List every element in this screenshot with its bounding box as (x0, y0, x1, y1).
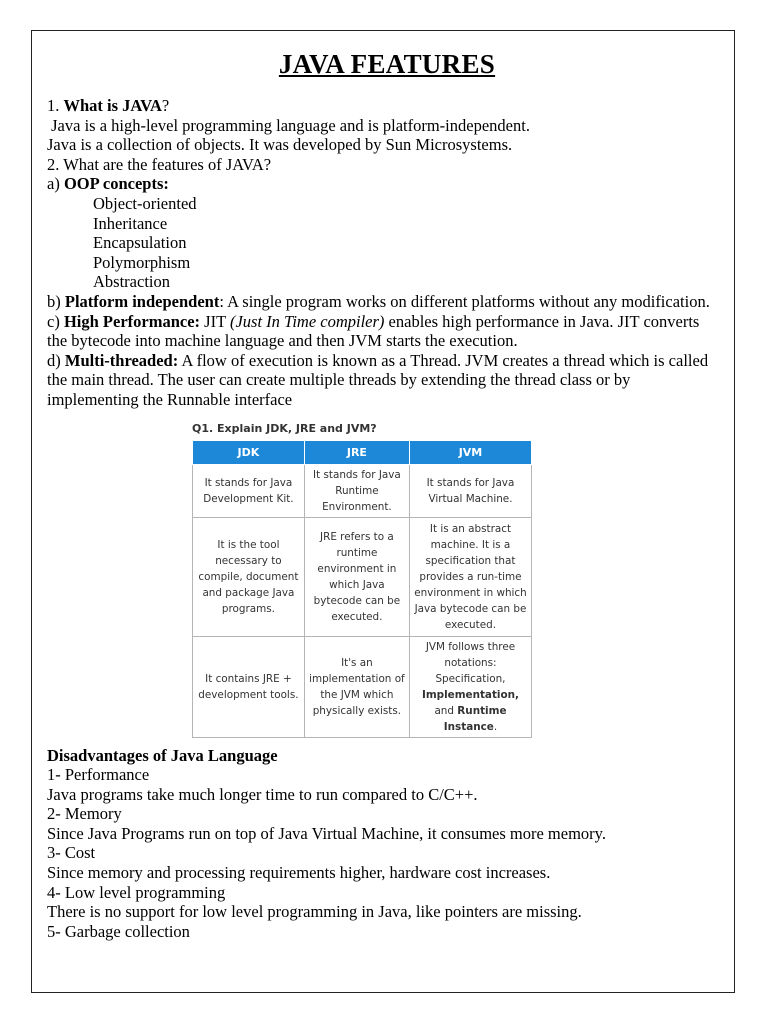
jit-italic: (Just In Time compiler) (229, 311, 385, 331)
oop-item: Polymorphism (93, 252, 191, 272)
multithread-text: A flow of execution is known as a Thread. JVM creates a thread which is called the main thread. The user can create multiple threads by extending the thread class or by implementing the Runnable interface (47, 350, 709, 409)
table-cell: It is an abstract machine. It is a specification that provides a run-time environment in which Java bytecode can be executed. (409, 517, 531, 636)
table-cell: It stands for Java Virtual Machine. (409, 464, 531, 517)
multithread-bold: Multi-threaded: (64, 350, 179, 370)
multi-threaded-feature (47, 351, 715, 410)
table-row (193, 636, 532, 737)
table-row (193, 464, 532, 517)
jdk-jre-jvm-table (192, 440, 532, 738)
table-question: Q1. Explain JDK, JRE and JVM? (192, 421, 377, 435)
disadvantage-line: 1- Performance (47, 765, 150, 785)
disadvantage-line: Since memory and processing requirements higher, hardware cost increases. (47, 863, 551, 883)
question-2: 2. What are the features of JAVA? (47, 154, 272, 174)
disadvantage-line: Java programs take much longer time to run compared to C/C++. (47, 784, 478, 804)
table-cell: It contains JRE + development tools. (193, 636, 305, 737)
document-body (47, 40, 727, 941)
oop-item: Object-oriented (93, 193, 197, 213)
oop-item: Encapsulation (93, 233, 187, 253)
jvm-notations-and: and (434, 704, 458, 717)
question-1 (47, 96, 727, 116)
performance-prefix: c) (47, 311, 64, 331)
q1-mark: ? (161, 96, 170, 115)
header-jre: JRE (304, 440, 409, 464)
disadvantage-line: 5- Garbage collection (47, 921, 190, 941)
page-title: JAVA FEATURES (278, 49, 496, 79)
jvm-implementation-bold: Implementation, (421, 688, 519, 701)
q1-number: 1. (47, 96, 64, 115)
oop-bold: OOP concepts: (63, 174, 169, 194)
high-performance-feature (47, 312, 715, 351)
table-cell: It is the tool necessary to compile, document and package Java programs. (193, 517, 305, 636)
platform-text: : A single program works on different platforms without any modification. (219, 291, 710, 311)
oop-heading (47, 174, 727, 194)
disadvantage-line: 3- Cost (47, 843, 96, 863)
platform-bold: Platform independent (64, 291, 220, 311)
oop-item: Abstraction (93, 272, 170, 292)
header-jdk: JDK (193, 440, 305, 464)
table-cell-jvm-notations (409, 636, 531, 737)
jvm-notations-text: JVM follows three notations: Specification, (425, 640, 516, 685)
disadvantages-heading-text: Disadvantages of Java Language (47, 745, 278, 765)
table-row (193, 517, 532, 636)
q1-answer-line-1: Java is a high-level programming language and is platform-independent. (47, 115, 530, 135)
disadvantage-line: Since Java Programs run on top of Java Virtual Machine, it consumes more memory. (47, 823, 606, 843)
disadvantage-line: 2- Memory (47, 804, 122, 824)
jvm-notations-period: . (493, 720, 498, 733)
disadvantage-line: There is no support for low level programming in Java, like pointers are missing. (47, 902, 582, 922)
jvm-runtime-instance-bold: Runtime Instance (443, 704, 507, 733)
disadvantages-heading (47, 746, 727, 766)
multithread-prefix: d) (47, 350, 65, 370)
oop-item: Inheritance (93, 213, 168, 233)
q1-answer-line-2: Java is a collection of objects. It was developed by Sun Microsystems. (47, 135, 513, 155)
comparison-figure (192, 422, 532, 738)
table-cell: It stands for Java Development Kit. (193, 464, 305, 517)
performance-bold: High Performance: (63, 311, 201, 331)
table-cell: It's an implementation of the JVM which physically exists. (304, 636, 409, 737)
q1-bold: What is JAVA (63, 96, 162, 115)
platform-independent-feature (47, 292, 715, 312)
table-cell: JRE refers to a runtime environment in which Java bytecode can be executed. (304, 517, 409, 636)
platform-prefix: b) (47, 291, 65, 311)
performance-text: JIT (200, 311, 230, 331)
disadvantage-line: 4- Low level programming (47, 882, 226, 902)
header-jvm: JVM (409, 440, 531, 464)
performance-text-2: enables high performance in Java. JIT converts the bytecode into machine language and then JVM starts the execution. (47, 311, 700, 351)
oop-prefix: a) (47, 174, 64, 194)
table-cell: It stands for Java Runtime Environment. (304, 464, 409, 517)
